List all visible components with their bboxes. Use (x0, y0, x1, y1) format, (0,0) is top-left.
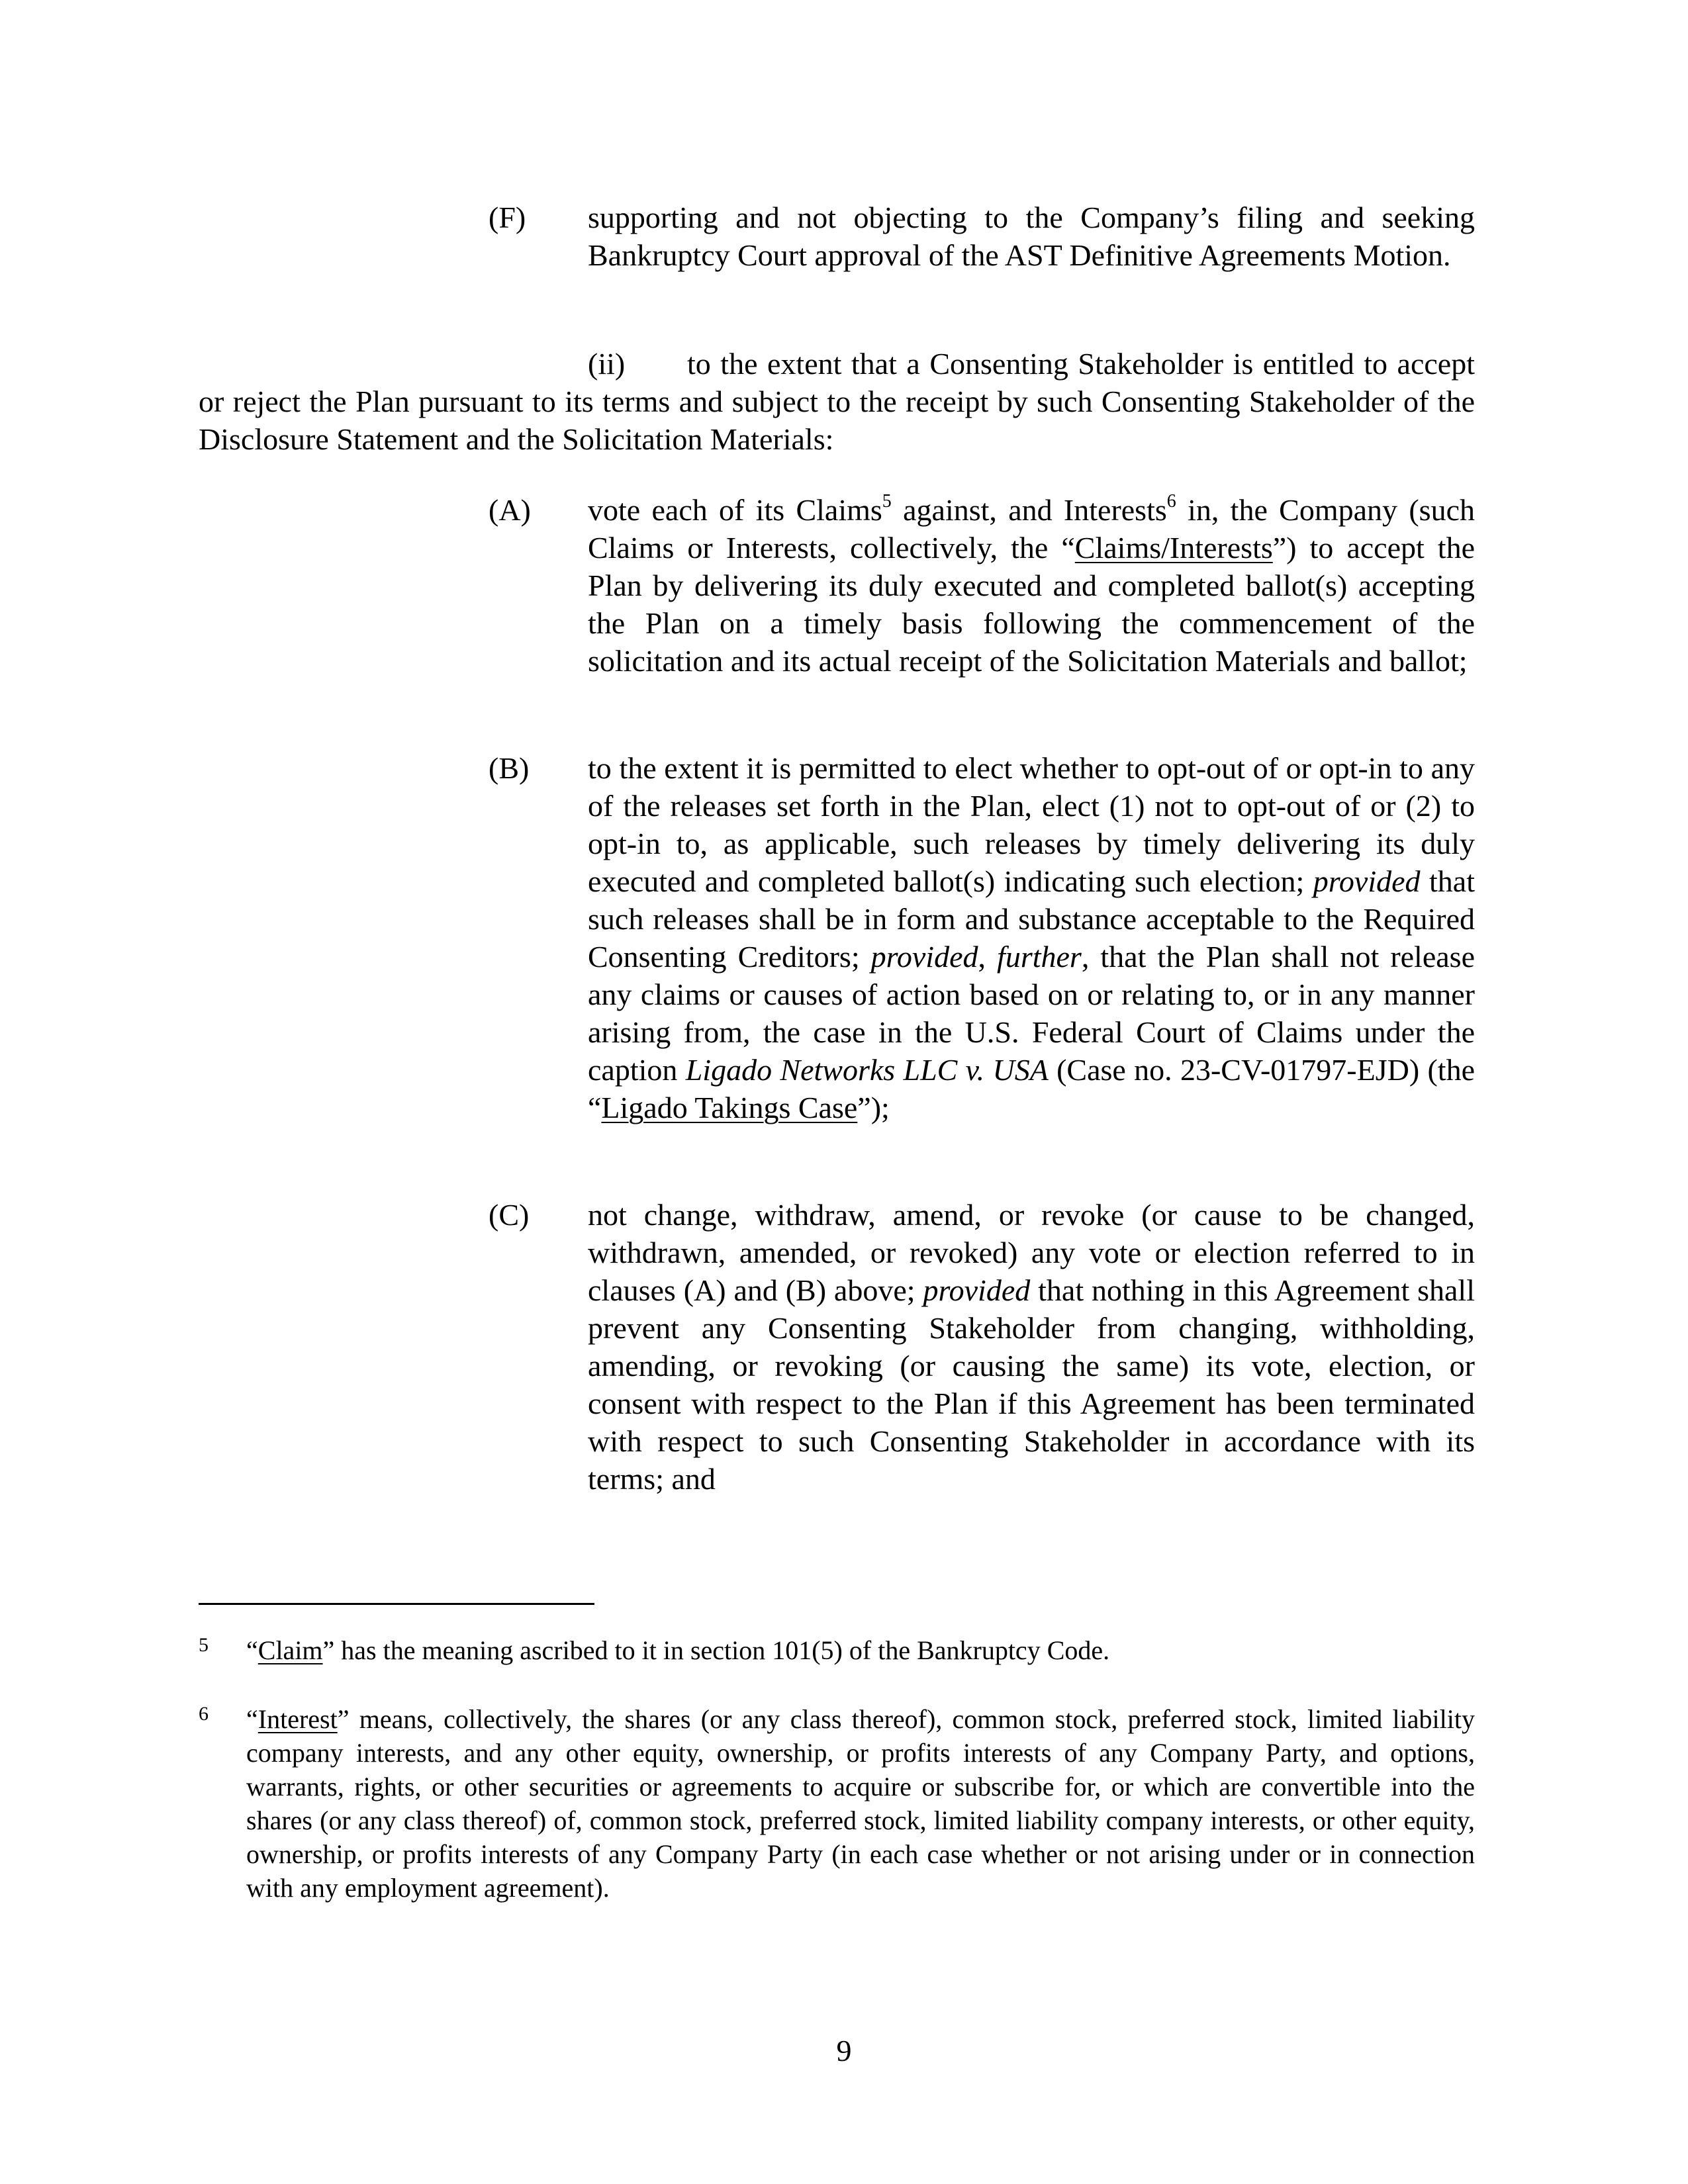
clause-a-text (588, 491, 1475, 680)
clause-a-text-2: against, and Interests (891, 493, 1167, 527)
clause-f-text: supporting and not objecting to the Company’s filing and seeking Bankruptcy Court approval of the AST Definitive Agreements Motion. (588, 201, 1475, 272)
clause-c-text-2: that nothing in this Agreement shall prevent any Consenting Stakeholder from changing, withholding, amending, or revoking (or causing the same) its vote, election, or consent with respect to the Plan if this Agreement has been terminated with respect to such Consenting Stakeholder in accordance with its terms; and (588, 1273, 1475, 1496)
defined-term-claim: Claim (258, 1635, 323, 1665)
clause-b-provided: provided (1313, 864, 1421, 898)
footnote-6-reference[interactable]: 6 (1166, 490, 1176, 512)
clause-f-label: (F) (489, 201, 526, 234)
footnote-5-number: 5 (199, 1634, 209, 1656)
clause-c-text-1: not change, withdraw, amend, or revoke (or cause to be changed, withdrawn, amended, or revoked) any vote or election referred to in clauses (A) and (B) above; (588, 1198, 1475, 1307)
footnote-separator (199, 1603, 594, 1605)
clause-ii-text: to the extent that a Consenting Stakeholder is entitled to accept or reject the Plan pursuant to its terms and subject to the receipt by such Consenting Stakeholder of the Disclosure Statement and the Solicitation Materials: (199, 347, 1475, 456)
defined-term-interest: Interest (258, 1704, 338, 1734)
clause-c-label: (C) (489, 1198, 530, 1232)
clause-b-text-6: ”); (857, 1091, 890, 1124)
clause-b-text (588, 749, 1475, 1126)
defined-term-ligado-takings-case: Ligado Takings Case (601, 1091, 858, 1124)
footnote-5-reference[interactable]: 5 (882, 490, 892, 512)
clause-b-text-1: to the extent it is permitted to elect whether to opt-out of or opt-in to any of the releases set forth in the Plan, elect (1) not to opt-out of or (2) to opt-in to, as applicable, such releases by timely delivering its duly executed and completed ballot(s) indicating such election; (588, 751, 1475, 898)
clause-ii-paragraph (199, 345, 1475, 458)
clause-b-text-3: , (978, 940, 998, 974)
clause-a-label: (A) (489, 493, 531, 527)
defined-term-claims-interests: Claims/Interests (1074, 531, 1273, 565)
clause-c-text (588, 1196, 1475, 1498)
clause-b-further: further (997, 940, 1082, 974)
clause-b-provided-2: provided (870, 940, 978, 974)
footnote-6-open-quote: “ (246, 1704, 258, 1734)
footnote-6-rest: ” means, collectively, the shares (or any class thereof), common stock, preferred stock, limited liability company interests, and any other equity, ownership, or profits interests of any Company Party, and options, warrants, rights, or other securities or agreements to acquire or subscribe for, or which are convertible into the shares (or any class thereof) of, common stock, preferred stock, limited liability company interests, or other equity, ownership, or profits interests of any Company Party (in each case whether or not arising under or in connection with any employment agreement). (246, 1704, 1475, 1903)
footnote-6-text (246, 1702, 1475, 1905)
footnote-6-number: 6 (199, 1703, 209, 1725)
page-number: 9 (836, 2034, 852, 2068)
footnote-5-text (246, 1633, 1475, 1667)
clause-c-provided: provided (923, 1273, 1031, 1307)
footnote-5-rest: ” has the meaning ascribed to it in section 101(5) of the Bankruptcy Code. (322, 1635, 1110, 1665)
clause-a-text-3: in, the Company (such Claims or Interests, collectively, the “ (588, 493, 1475, 565)
clause-b-case-caption: Ligado Networks LLC v. USA (685, 1053, 1049, 1087)
footnote-5-open-quote: “ (246, 1635, 258, 1665)
clause-b-text-4: , that the Plan shall not release any claims or causes of action based on or relating to, or in any manner arising from, the case in the U.S. Federal Court of Claims under the caption (588, 940, 1475, 1087)
clause-b-label: (B) (489, 751, 530, 785)
clause-a-text-1: vote each of its Claims (588, 493, 882, 527)
clause-ii-label: (ii) (588, 347, 626, 381)
clause-b-text-5: (Case no. 23-CV-01797-EJD) (the “ (588, 1053, 1475, 1124)
clause-b-text-2: that such releases shall be in form and substance acceptable to the Required Consenting Creditors; (588, 864, 1475, 974)
clause-a-text-4: ”) to accept the Plan by delivering its duly executed and completed ballot(s) accepting the Plan on a timely basis following the commencement of the solicitation and its actual receipt of the Solicitation Materials and ballot; (588, 531, 1475, 678)
